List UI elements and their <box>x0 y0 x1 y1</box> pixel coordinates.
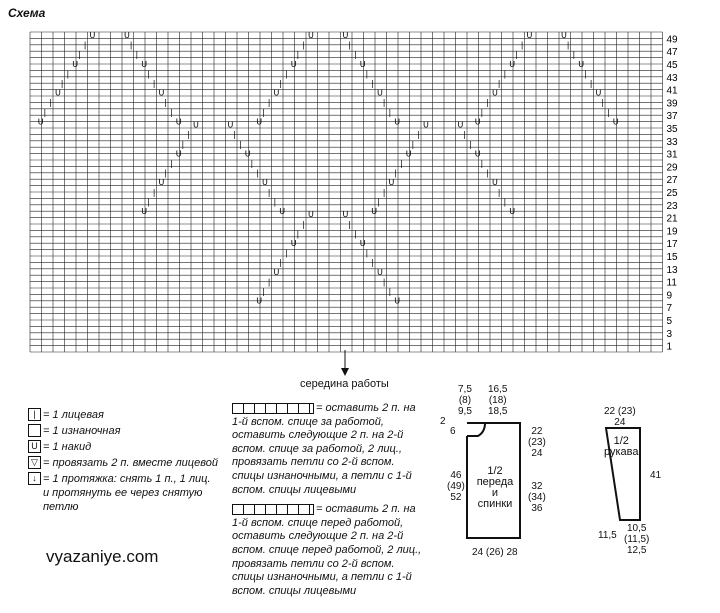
stitch-mark: | <box>152 79 156 88</box>
front-label: 1/2 переда и спинки <box>476 465 514 510</box>
front-top-left: 7,5 (8) 9,5 <box>458 384 472 417</box>
sleeve-top: 22 (23) 24 <box>604 406 636 428</box>
sleeve-label: 1/2 рукава <box>604 435 639 458</box>
stitch-mark: U <box>377 267 383 277</box>
stitch-mark: U <box>256 296 263 306</box>
legend-text: = 1 лицевая <box>43 409 104 421</box>
stitch-mark: | <box>267 98 271 108</box>
stitch-mark: U <box>279 207 286 216</box>
stitch-mark: | <box>354 229 357 239</box>
stitch-mark: | <box>256 168 259 178</box>
front-width: 24 (26) 28 <box>472 547 518 558</box>
stitch-mark: | <box>607 107 610 117</box>
stitch-mark: U <box>595 88 602 98</box>
row-number: 37 <box>666 111 678 123</box>
front-length: 46 (49) 52 <box>447 470 465 503</box>
stitch-mark: | <box>497 79 501 88</box>
stitch-mark: | <box>43 107 47 117</box>
neck-width: 6 <box>450 426 456 437</box>
k2tog-icon: ▽ <box>28 456 41 469</box>
stitch-mark: U <box>492 88 498 98</box>
stitch-mark: | <box>273 197 277 207</box>
stitch-mark: | <box>486 168 489 178</box>
stitch-mark: | <box>279 79 282 88</box>
legend-text: = 1 протяжка: снять 1 п., 1 лиц. и протянуть ее через снятую петлю <box>43 473 211 513</box>
stitch-mark: | <box>503 197 507 207</box>
stitch-mark: | <box>170 159 173 168</box>
stitch-mark: | <box>348 219 351 229</box>
stitch-mark: | <box>371 258 374 268</box>
cable-item <box>232 503 422 598</box>
stitch-mark: | <box>164 168 167 178</box>
row-number: 39 <box>666 98 678 110</box>
row-number: 21 <box>666 213 678 225</box>
cable-back-icon <box>232 403 314 414</box>
stitch-mark: | <box>152 187 156 197</box>
stitch-mark: U <box>308 31 314 40</box>
stitch-mark: | <box>394 168 397 178</box>
middle-label: середина работы <box>300 378 389 390</box>
stitch-mark: U <box>72 59 79 69</box>
row-number: 19 <box>666 226 678 238</box>
row-number: 43 <box>666 72 678 84</box>
stitch-mark: U <box>308 210 314 220</box>
stitch-mark: | <box>584 69 587 79</box>
stitch-mark: | <box>302 219 305 229</box>
row-number: 41 <box>666 85 678 97</box>
stitch-mark: | <box>469 139 472 149</box>
stitch-mark: | <box>170 107 173 117</box>
stitch-mark: | <box>377 197 380 207</box>
stitch-mark: U <box>290 59 297 69</box>
stitch-mark: | <box>497 187 501 197</box>
stitch-mark: | <box>365 248 369 258</box>
stitch-mark: | <box>49 98 52 108</box>
legend-item <box>28 408 223 422</box>
stitch-mark: | <box>60 79 64 88</box>
front-top-right: 16,5 (18) 18,5 <box>488 384 508 417</box>
stitch-mark: U <box>474 117 481 127</box>
stitch-mark: U <box>394 296 401 306</box>
stitch-mark: | <box>354 50 357 60</box>
row-number: 31 <box>666 149 678 161</box>
stitch-mark: | <box>233 130 236 140</box>
stitch-mark: U <box>509 59 516 69</box>
neck-depth: 2 <box>440 416 446 427</box>
stitch-mark: | <box>382 277 386 287</box>
row-number: 27 <box>666 175 678 187</box>
row-number: 3 <box>666 328 673 340</box>
stitch-mark: U <box>193 120 199 130</box>
row-number: 15 <box>666 252 678 263</box>
stitch-mark: U <box>273 88 280 98</box>
stitch-mark: U <box>457 120 464 130</box>
stitch-mark: U <box>377 88 383 98</box>
chart-title: Схема <box>8 6 46 20</box>
stitch-mark: U <box>124 31 130 40</box>
stitch-mark: U <box>141 59 148 69</box>
row-number: 29 <box>666 162 678 174</box>
row-number: 35 <box>666 124 678 135</box>
stitch-mark: U <box>342 210 349 220</box>
stitch-mark: | <box>365 69 369 79</box>
stitch-mark: | <box>147 197 150 207</box>
stitch-mark: | <box>480 107 484 117</box>
stitch-mark: | <box>285 248 288 258</box>
yarn-over-icon: U <box>28 440 41 453</box>
stitch-mark: | <box>388 287 392 296</box>
stitch-mark: | <box>83 40 87 50</box>
stitch-mark: | <box>520 40 524 50</box>
cable-text: = оставить 2 п. на 1-й вспом. спице за работой, оставить следующие 2 п. на 2-й вспом. спице за работой, 2 лиц., провязать петли со 2-й вспом. спицы изнаночными, а петли с 1-й вспом. спицы лицевыми <box>232 402 416 496</box>
stitch-mark: | <box>388 107 392 117</box>
stitch-mark: U <box>474 149 481 159</box>
stitch-mark: U <box>273 267 280 277</box>
cable-front-icon <box>232 504 314 515</box>
stitch-mark: | <box>463 130 466 140</box>
stitch-mark: U <box>394 117 401 127</box>
stitch-mark: | <box>348 40 351 50</box>
stitch-mark: U <box>256 117 263 127</box>
front-armhole: 22 (23) 24 <box>528 426 546 459</box>
stitch-mark: U <box>227 120 234 130</box>
stitch-mark: U <box>290 239 297 248</box>
stitch-mark: | <box>147 69 150 79</box>
stitch-mark: | <box>262 287 265 296</box>
row-number: 49 <box>666 34 678 46</box>
stitch-mark: | <box>187 130 190 140</box>
stitch-mark: U <box>141 207 148 216</box>
stitch-mark: | <box>129 40 133 50</box>
row-number: 45 <box>666 60 678 71</box>
legend-text: = провязать 2 п. вместе лицевой <box>43 457 218 469</box>
stitch-mark: | <box>601 98 604 108</box>
row-number: 5 <box>666 316 673 327</box>
stitch-mark: U <box>158 88 165 98</box>
stitch-mark: | <box>572 50 576 60</box>
stitch-mark: | <box>239 139 242 149</box>
stitch-mark: | <box>503 69 507 79</box>
legend-item <box>28 472 223 514</box>
stitch-mark: | <box>302 40 305 50</box>
empty-icon <box>28 424 41 437</box>
stitch-mark: U <box>578 59 585 69</box>
stitch-mark: U <box>158 178 165 188</box>
stitch-mark: U <box>405 149 412 159</box>
stitch-mark: | <box>267 277 271 287</box>
stitch-mark: U <box>175 117 182 127</box>
stitch-mark: | <box>411 139 415 149</box>
cable-item <box>232 402 422 497</box>
legend-item <box>28 456 223 470</box>
row-number: 1 <box>666 341 673 353</box>
stitch-mark: U <box>423 120 429 130</box>
purl-icon: | <box>28 408 41 421</box>
row-number: 17 <box>666 239 678 251</box>
stitch-mark: | <box>417 130 420 140</box>
sleeve-cuff: 10,5 (11,5) 12,5 <box>624 523 650 556</box>
stitch-mark: U <box>55 88 61 98</box>
stitch-mark: | <box>78 50 81 60</box>
stitch-mark: | <box>181 139 185 149</box>
row-number: 47 <box>666 47 678 59</box>
stitch-mark: | <box>382 98 386 108</box>
stitch-mark: | <box>135 50 139 60</box>
stitch-mark: | <box>400 159 403 168</box>
stitch-mark: | <box>267 187 271 197</box>
stitch-mark: | <box>515 50 518 60</box>
row-number: 33 <box>666 136 678 148</box>
stitch-mark: U <box>509 207 516 216</box>
row-number: 11 <box>666 277 677 289</box>
stitch-mark: | <box>250 159 254 168</box>
stitch-mark: | <box>480 159 484 168</box>
stitch-mark: U <box>37 117 44 127</box>
cable-legend <box>232 402 422 604</box>
chart-grid <box>30 32 663 352</box>
stitch-mark: | <box>164 98 167 108</box>
front-side: 32 (34) 36 <box>528 481 546 514</box>
stitch-mark: | <box>566 40 570 50</box>
stitch-mark: | <box>296 50 300 60</box>
stitch-mark: U <box>371 207 378 216</box>
stitch-mark: U <box>359 239 366 248</box>
legend <box>28 408 223 516</box>
legend-item <box>28 440 223 454</box>
stitch-mark: U <box>388 178 395 188</box>
site-watermark: vyazaniye.com <box>46 547 159 566</box>
legend-text: = 1 накид <box>43 441 92 453</box>
stitch-mark: | <box>279 258 282 268</box>
stitch-mark: | <box>589 79 593 88</box>
stitch-mark: | <box>285 69 288 79</box>
stitch-mark: U <box>526 31 533 40</box>
stitch-mark: | <box>371 79 374 88</box>
stitch-mark: U <box>359 59 366 69</box>
stitch-mark: U <box>342 31 349 40</box>
row-number: 13 <box>666 264 678 276</box>
row-number: 9 <box>666 290 673 302</box>
stitch-mark: U <box>175 149 182 159</box>
row-number: 7 <box>666 303 673 315</box>
sleeve-cuff-left: 11,5 <box>598 530 617 541</box>
stitch-mark: U <box>262 178 268 188</box>
stitch-mark: U <box>561 31 567 40</box>
stitch-mark: U <box>612 117 619 127</box>
stitch-mark: | <box>382 187 386 197</box>
row-number: 23 <box>666 200 678 212</box>
cable-text: = оставить 2 п. на 1-й вспом. спице перед работой, оставить следующие 2 п. на 2-й вспом. спице перед работой, 2 лиц., провязать петли со 2-й вспом. спицы изнаночными, а петли с 1-й вспом. спицы лицевыми <box>232 503 422 597</box>
stitch-mark: U <box>244 149 251 159</box>
sleeve-length: 41 <box>650 470 662 481</box>
stitch-mark: | <box>486 98 489 108</box>
legend-item <box>28 424 223 438</box>
stitch-mark: | <box>66 69 70 79</box>
stitch-mark: U <box>492 178 498 188</box>
stitch-mark: | <box>296 229 300 239</box>
stitch-mark: U <box>89 31 96 40</box>
legend-text: = 1 изнаночная <box>43 425 121 437</box>
slip-icon: ↓ <box>28 472 41 485</box>
stitch-mark: | <box>262 107 265 117</box>
row-number: 25 <box>666 188 678 199</box>
